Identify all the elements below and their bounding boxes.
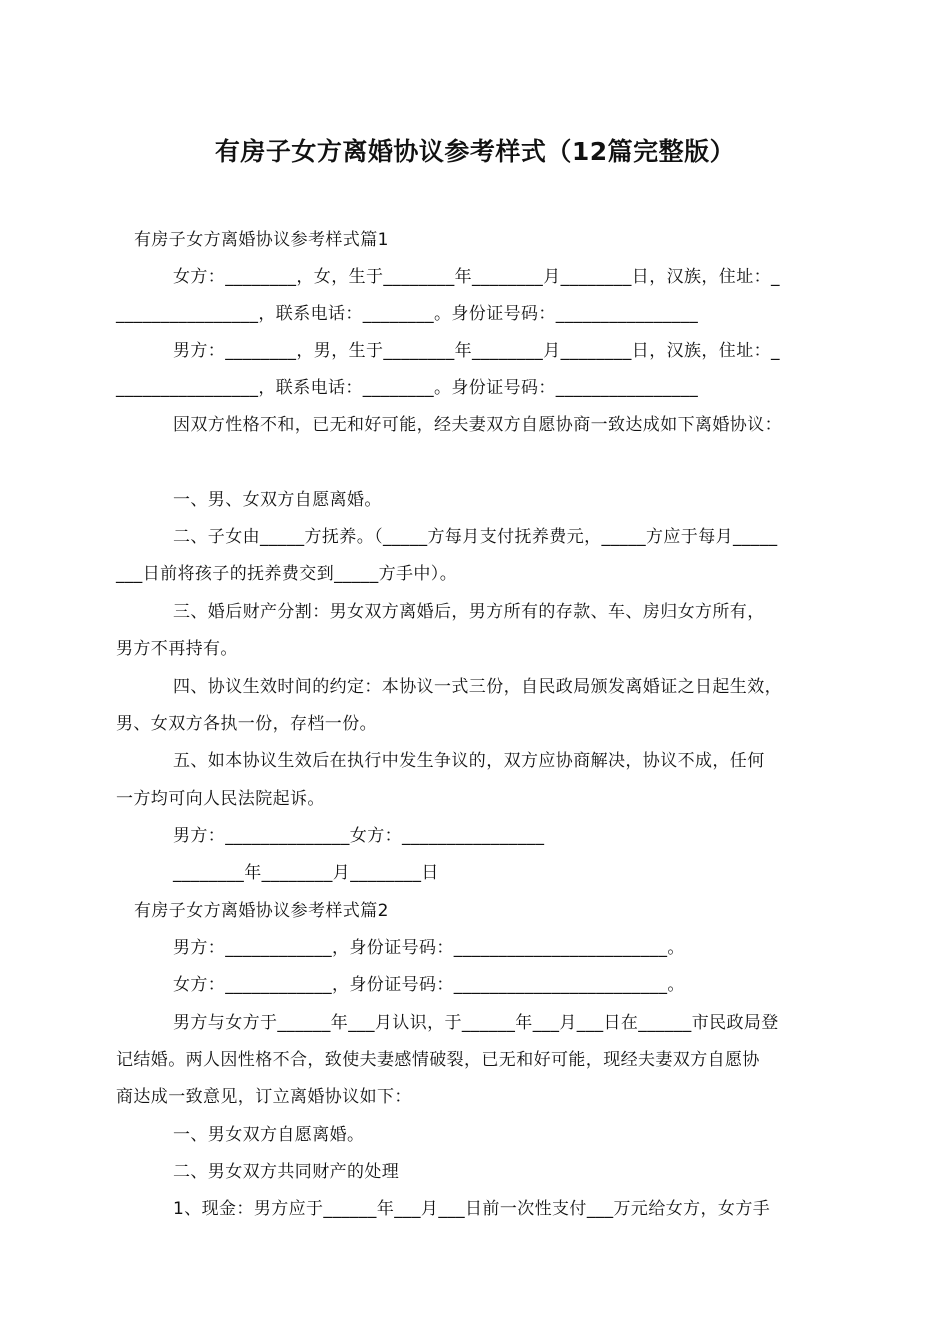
paragraph-line: 一方均可向人民法院起诉。 (116, 789, 325, 809)
paragraph-line: 1、现金：男方应于______年___月___日前一次性支付___万元给女方，女方手 (173, 1199, 771, 1219)
paragraph-line: ________________，联系电话：________。身份证号码：________________ (116, 304, 699, 324)
section-heading: 有房子女方离婚协议参考样式篇2 (134, 901, 389, 921)
paragraph-line: ___日前将孩子的抚养费交到_____方手中）。 (116, 564, 458, 584)
paragraph-line: 二、男女双方共同财产的处理 (173, 1162, 400, 1182)
paragraph-line: 男方不再持有。 (116, 639, 238, 659)
paragraph-line: 男方与女方于______年___月认识，于______年___月___日在______市民政局登 (173, 1013, 779, 1033)
paragraph-line: 因双方性格不和，已无和好可能，经夫妻双方自愿协商一致达成如下离婚协议： (173, 415, 782, 435)
paragraph-line: 四、协议生效时间的约定：本协议一式三份，自民政局颁发离婚证之日起生效， (173, 677, 782, 697)
paragraph-line: 男方：________，男，生于________年________月________日，汉族，住址：_ (173, 341, 780, 361)
paragraph-line: 一、男、女双方自愿离婚。 (173, 490, 382, 510)
document-title: 有房子女方离婚协议参考样式（12篇完整版） (214, 137, 736, 166)
paragraph-line: 一、男女双方自愿离婚。 (173, 1125, 365, 1145)
paragraph-line: 五、如本协议生效后在执行中发生争议的，双方应协商解决，协议不成，任何 (173, 751, 765, 771)
paragraph-line: 二、子女由_____方抚养。（_____方每月支付抚养费元，_____方应于每月_____ (173, 527, 778, 547)
paragraph-line: 男方：____________，身份证号码：________________________。 (173, 938, 685, 958)
paragraph-line: 商达成一致意见，订立离婚协议如下： (116, 1087, 412, 1107)
section-heading: 有房子女方离婚协议参考样式篇1 (134, 230, 389, 250)
paragraph-line: 女方：________，女，生于________年________月________日，汉族，住址：_ (173, 267, 780, 287)
paragraph-line: 男、女双方各执一份，存档一份。 (116, 714, 377, 734)
date-line: ________年________月________日 (173, 863, 439, 883)
paragraph-line: 女方：____________，身份证号码：________________________。 (173, 975, 685, 995)
paragraph-line: ________________，联系电话：________。身份证号码：________________ (116, 378, 699, 398)
paragraph-line: 记结婚。两人因性格不合，致使夫妻感情破裂，已无和好可能，现经夫妻双方自愿协 (116, 1050, 760, 1070)
paragraph-line: 三、婚后财产分割：男女双方离婚后，男方所有的存款、车、房归女方所有， (173, 602, 765, 622)
signature-line: 男方：______________女方：________________ (173, 826, 545, 846)
